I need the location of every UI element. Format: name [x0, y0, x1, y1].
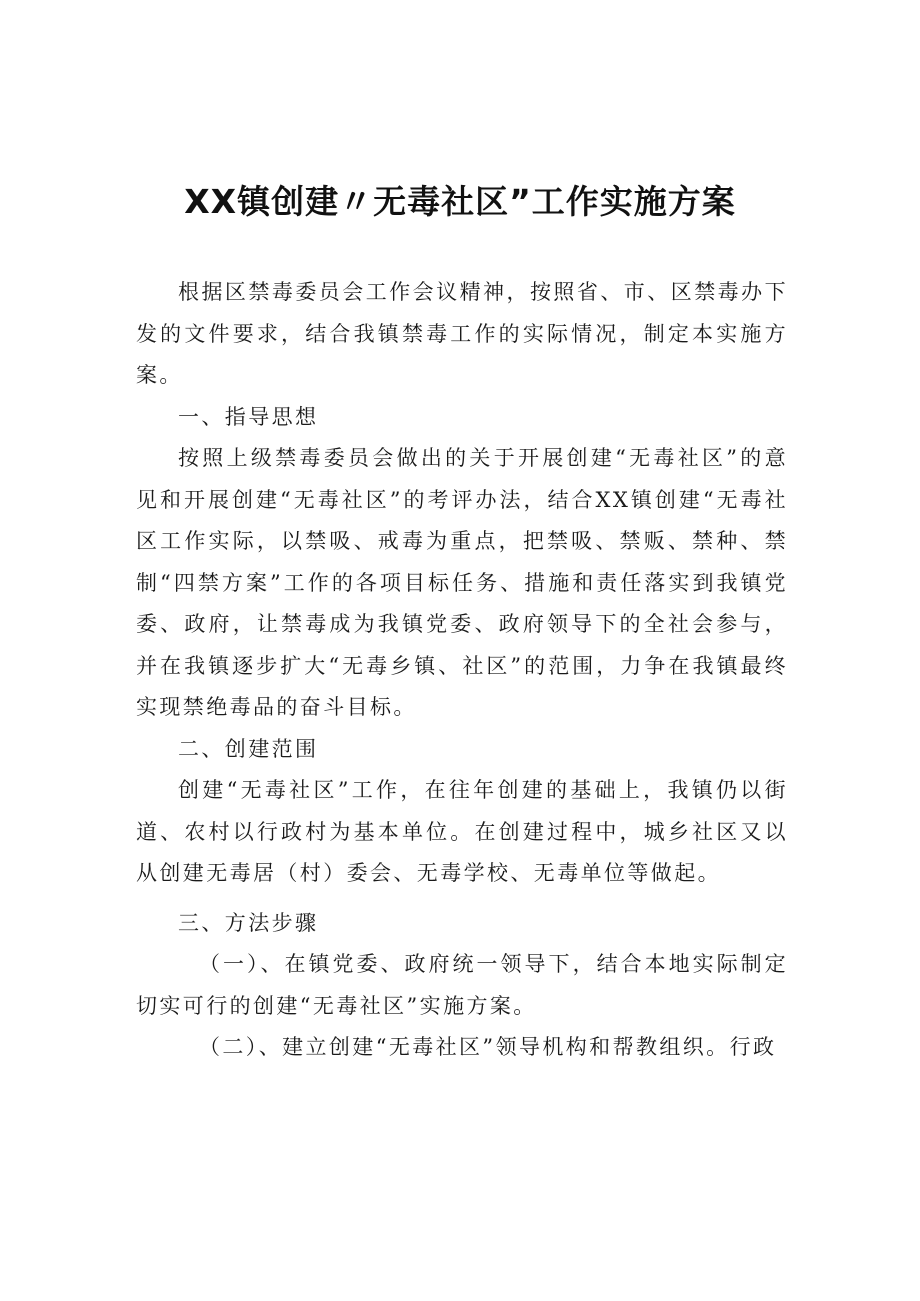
methods-item-1: （一）、在镇党委、政府统一领导下，结合本地实际制定切实可行的创建“无毒社区”实施方案。: [136, 952, 788, 1018]
document-title: XX镇创建〃无毒社区”工作实施方案: [184, 182, 736, 221]
scope-paragraph: 创建“无毒社区”工作，在往年创建的基础上，我镇仍以街道、农村以行政村为基本单位。在创建过程中，城乡社区又以从创建无毒居（村）委会、无毒学校、无毒单位等做起。: [136, 778, 788, 885]
section-heading-methods: 三、方法步骤: [178, 910, 319, 935]
guiding-ideology-paragraph: 按照上级禁毒委员会做出的关于开展创建“无毒社区”的意见和开展创建“无毒社区”的考评办法，结合XX镇创建“无毒社区工作实际，以禁吸、戒毒为重点，把禁吸、禁贩、禁种、禁制“四禁方案”工作的各项目标任务、措施和责任落实到我镇党委、政府，让禁毒成为我镇党委、政府领导下的全社会参与，并在我镇逐步扩大“无毒乡镇、社区”的范围，力争在我镇最终实现禁绝毒品的奋斗目标。: [136, 446, 788, 719]
intro-paragraph: 根据区禁毒委员会工作会议精神，按照省、市、区禁毒办下发的文件要求，结合我镇禁毒工作的实际情况，制定本实施方案。: [136, 280, 788, 387]
section-heading-guiding-ideology: 一、指导思想: [178, 404, 319, 429]
methods-item-2: （二）、建立创建“无毒社区”领导机构和帮教组织。行政: [199, 1035, 777, 1059]
section-heading-scope: 二、创建范围: [178, 736, 319, 761]
document-body: [136, 272, 788, 1069]
